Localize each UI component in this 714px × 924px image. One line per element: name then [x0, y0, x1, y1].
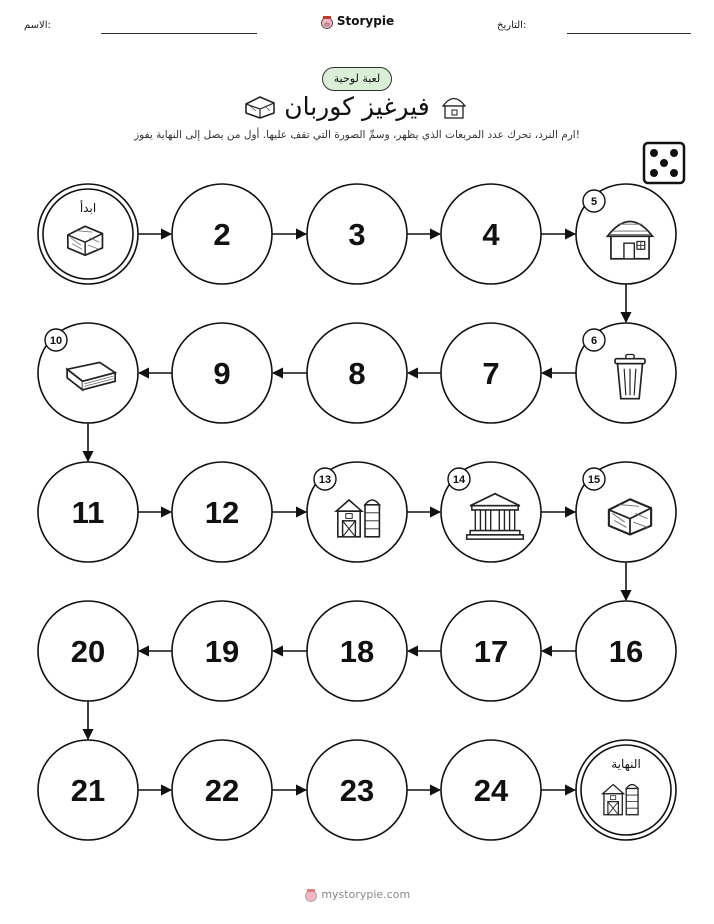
cell-number: 19 [204, 634, 240, 669]
board-cell-7[interactable] [441, 323, 541, 423]
board-cell-24[interactable] [441, 740, 541, 840]
cell-number: 12 [204, 495, 240, 530]
game-type-badge: لعبة لوحية [322, 67, 392, 91]
cell-number: 17 [473, 634, 509, 669]
board-cell-1[interactable] [38, 184, 138, 284]
brand-name: Storypie [336, 14, 395, 28]
page-title: فيرغيز كوربان [284, 92, 430, 121]
board-cell-18[interactable] [307, 601, 407, 701]
board-cell-14[interactable] [441, 462, 541, 562]
board-cell-21[interactable] [38, 740, 138, 840]
start-label: ابدأ [79, 201, 97, 215]
footer-url: mystorypie.com [321, 888, 411, 901]
board-cell-17[interactable] [441, 601, 541, 701]
board-cell-25[interactable] [576, 740, 676, 840]
board-cell-11[interactable] [38, 462, 138, 562]
board-cell-9[interactable] [172, 323, 272, 423]
board-cell-12[interactable] [172, 462, 272, 562]
pig-logo-icon [304, 888, 318, 902]
footer [0, 888, 714, 902]
cell-number: 22 [204, 773, 240, 808]
cell-number: 3 [348, 217, 366, 252]
board-cell-5[interactable] [576, 184, 676, 284]
cell-number: 10 [49, 335, 63, 347]
cell-number: 5 [590, 196, 598, 208]
cell-number: 2 [213, 217, 231, 252]
board-cell-23[interactable] [307, 740, 407, 840]
board-cell-10[interactable] [38, 323, 138, 423]
cell-number: 13 [318, 474, 332, 486]
name-label: الاسم: [24, 20, 51, 31]
cell-number: 24 [473, 773, 509, 808]
cell-number: 7 [482, 356, 500, 391]
board-cell-6[interactable] [576, 323, 676, 423]
cell-number: 11 [71, 495, 105, 530]
cell-number: 16 [608, 634, 644, 669]
cell-number: 8 [348, 356, 366, 391]
instructions: ارم النرد، تحرك عدد المربعات الذي يظهر، وسمِّ الصورة التي تقف عليها. أول من يصل إلى النهاية يفوز! [134, 129, 580, 141]
board-cell-8[interactable] [307, 323, 407, 423]
board-cell-13[interactable] [307, 462, 407, 562]
cell-number: 6 [590, 335, 598, 347]
date-label: التاريخ: [497, 20, 527, 31]
cell-number: 18 [339, 634, 375, 669]
board-cell-16[interactable] [576, 601, 676, 701]
board-cell-4[interactable] [441, 184, 541, 284]
cell-number: 9 [213, 356, 231, 391]
trash-can-icon [615, 355, 645, 399]
cell-number: 15 [587, 474, 601, 486]
board-cell-20[interactable] [38, 601, 138, 701]
cell-number: 23 [339, 773, 375, 808]
board-cell-2[interactable] [172, 184, 272, 284]
cell-number: 14 [452, 474, 466, 486]
board-cell-19[interactable] [172, 601, 272, 701]
cell-number: 20 [70, 634, 106, 669]
board-cell-22[interactable] [172, 740, 272, 840]
board-cell-3[interactable] [307, 184, 407, 284]
finish-label: النهاية [611, 757, 641, 771]
board-cell-15[interactable] [576, 462, 676, 562]
cell-number: 21 [70, 773, 106, 808]
cell-number: 4 [482, 217, 500, 252]
